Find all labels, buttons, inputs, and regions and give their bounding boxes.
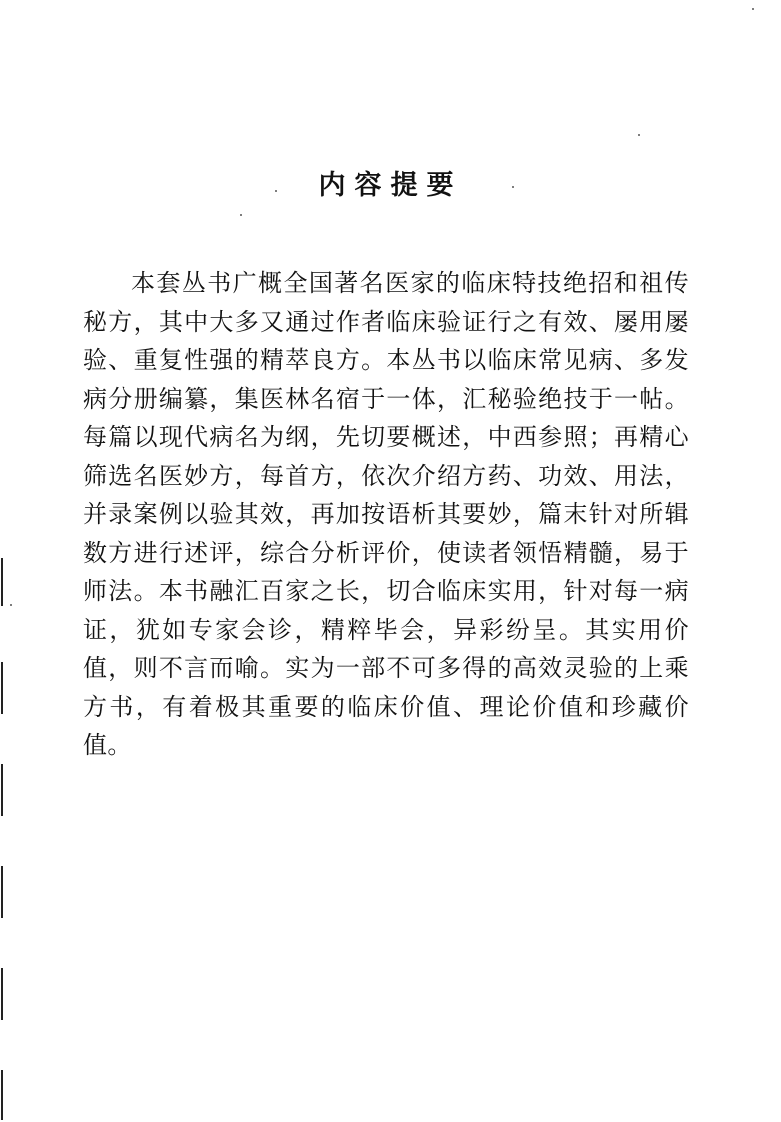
scan-edge-mark [1, 968, 3, 1020]
scan-speck [10, 604, 12, 606]
summary-paragraph: 本套丛书广概全国著名医家的临床特技绝招和祖传秘方，其中大多又通过作者临床验证行之有效、屡用屡验、重复性强的精萃良方。本丛书以临床常见病、多发病分册编纂，集医林名宿于一体，汇秘验绝技于一帖。每篇以现代病名为纲，先切要概述，中西参照；再精心筛选名医妙方，每首方，依次介绍方药、功效、用法，并录案例以验其效，再加按语析其要妙，篇末针对所辑数方进行述评，综合分析评价，使读者领悟精髓，易于师法。本书融汇百家之长，切合临床实用，针对每一病证，犹如专家会诊，精粹毕会，异彩纷呈。其实用价值，则不言而喻。实为一部不可多得的高效灵验的上乘方书，有着极其重要的临床价值、理论价值和珍藏价值。 [83, 269, 689, 759]
scan-edge-mark [1, 662, 3, 714]
scan-speck [752, 8, 754, 10]
scan-speck [240, 214, 242, 216]
scan-edge-mark [1, 866, 3, 918]
scan-speck [638, 134, 640, 136]
scan-edge-mark [1, 764, 3, 816]
page-title: 内容提要 [318, 170, 463, 201]
scan-edge-mark [1, 558, 3, 606]
scan-speck [512, 186, 514, 188]
scan-edge-mark [1, 1070, 3, 1120]
scan-speck [275, 190, 277, 192]
summary-body [83, 264, 689, 765]
